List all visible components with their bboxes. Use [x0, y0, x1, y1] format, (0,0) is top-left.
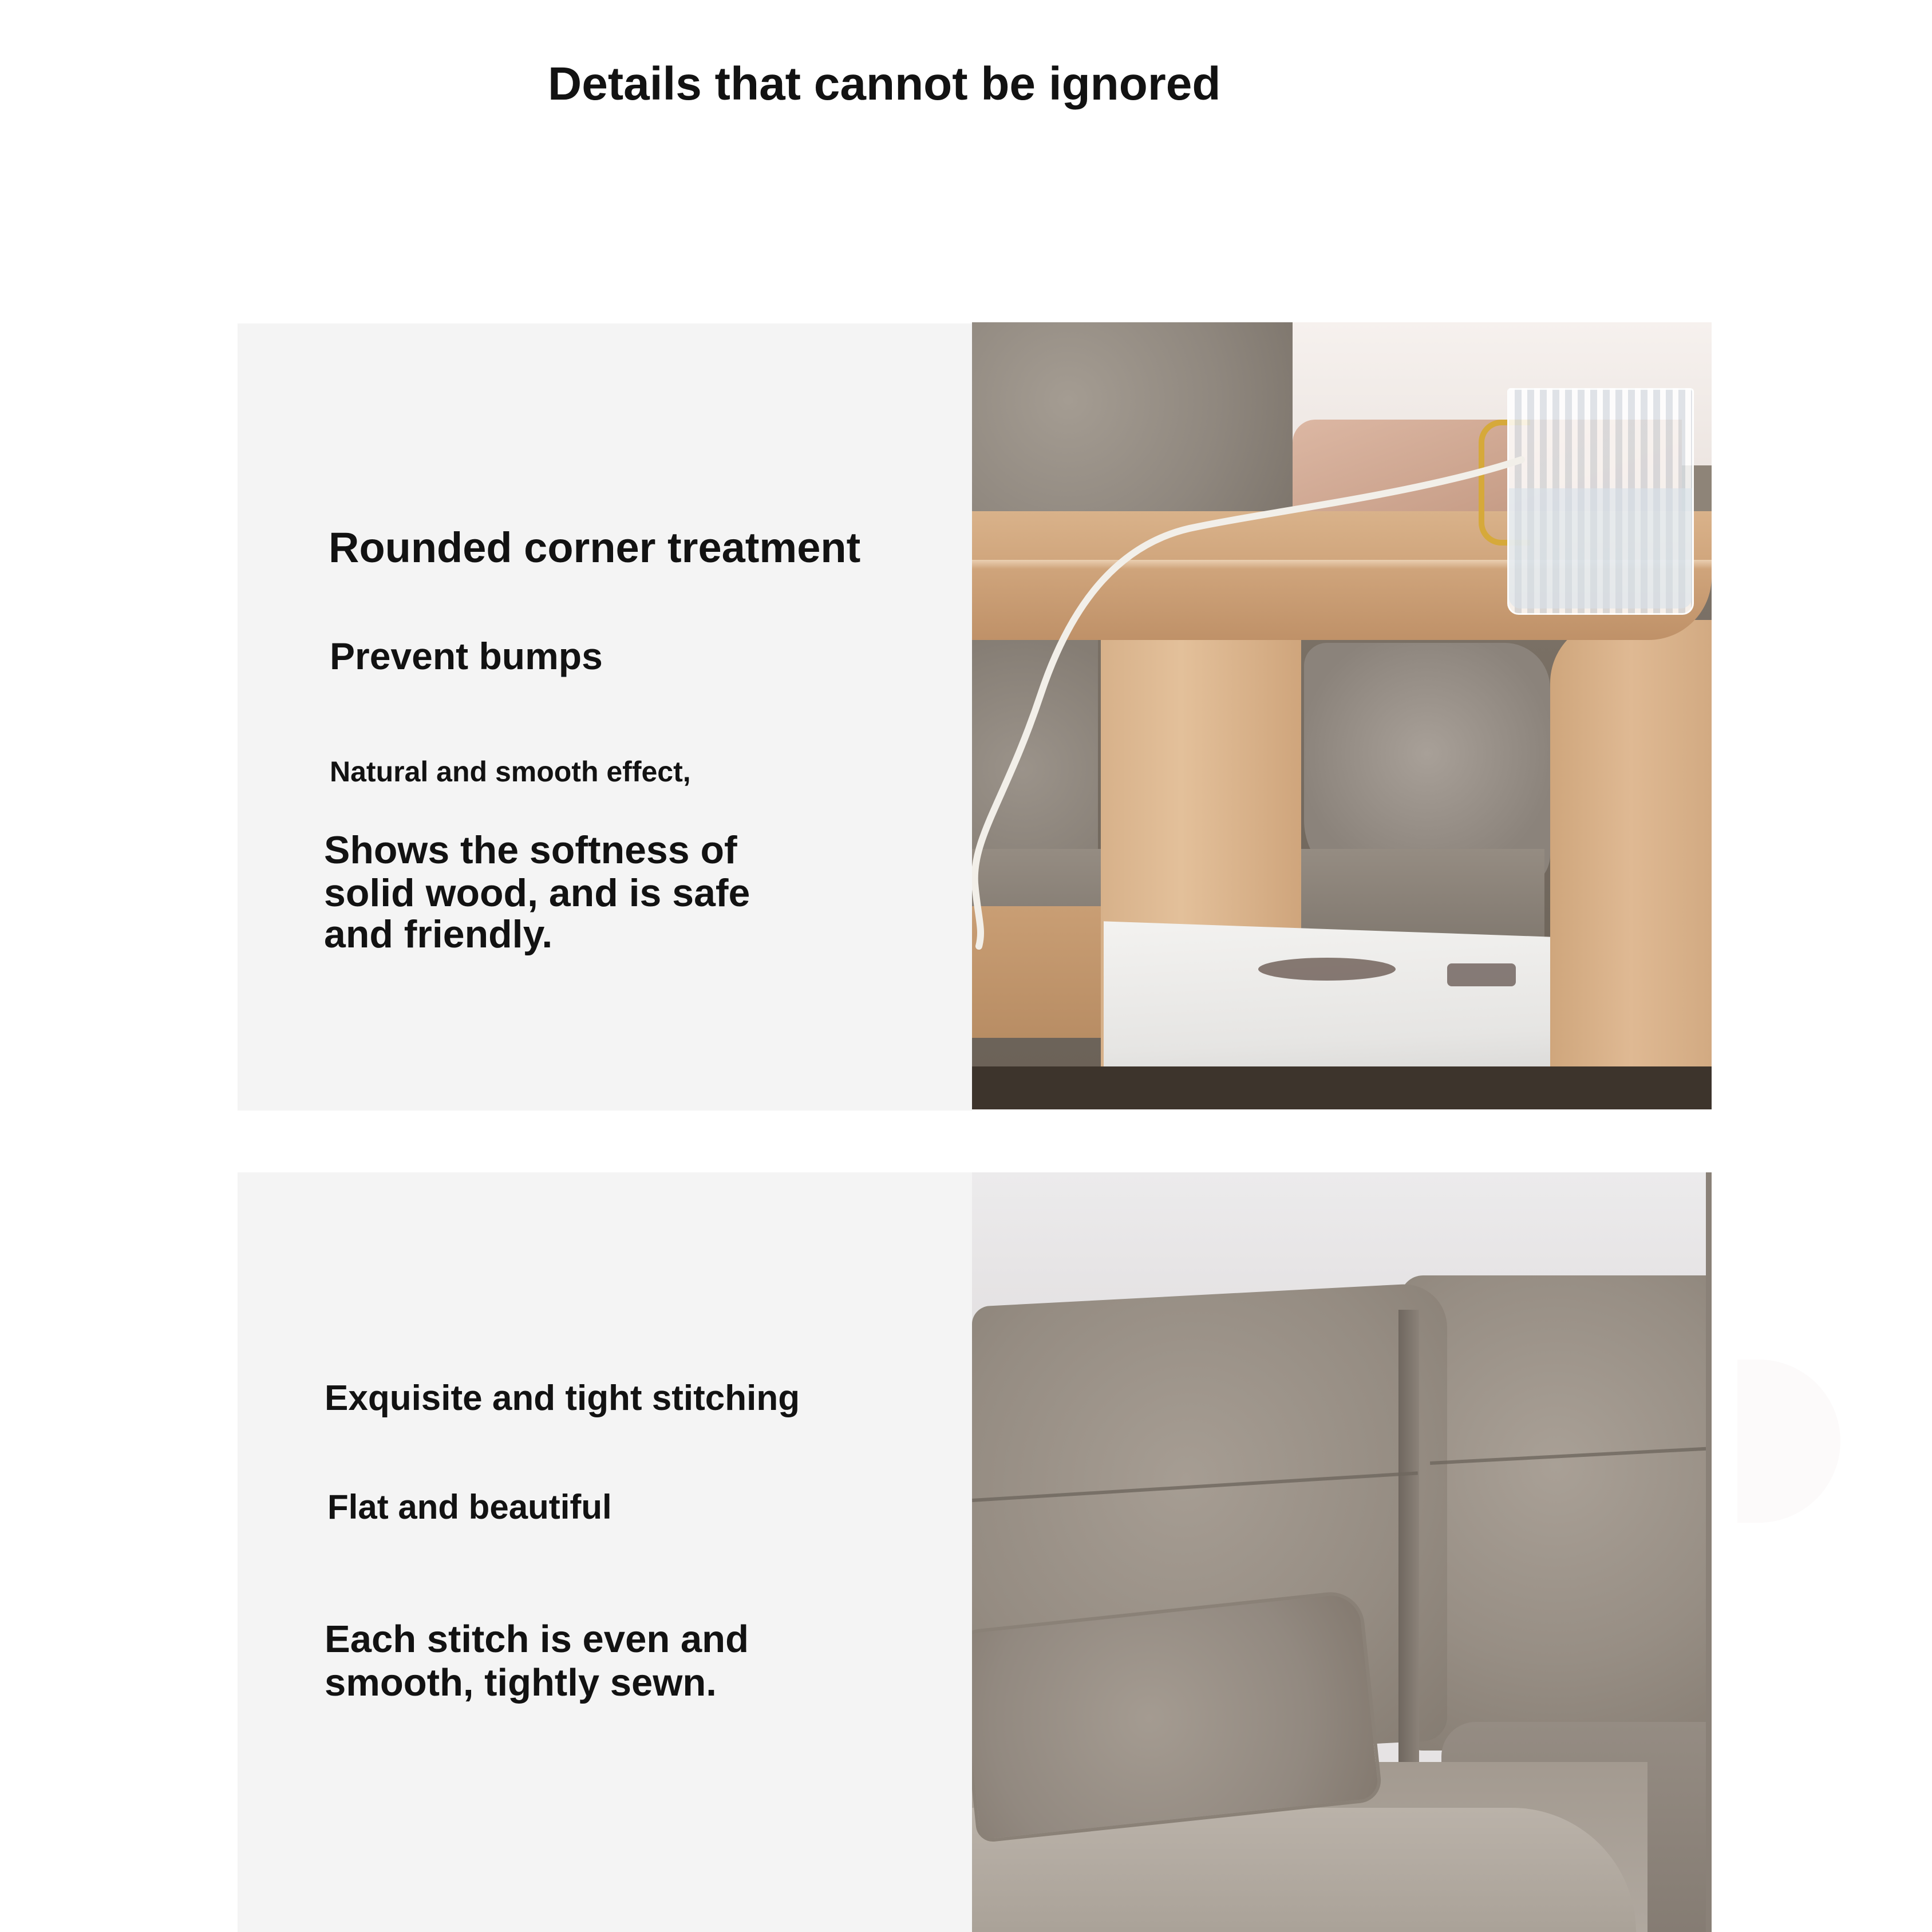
- decorative-half-circle: [1737, 1360, 1840, 1523]
- page-title: Details that cannot be ignored: [548, 58, 1221, 110]
- floor-shadow: [972, 1066, 1712, 1109]
- feature-heading: Rounded corner treatment: [329, 524, 861, 571]
- lumbar-pillow: [972, 1589, 1383, 1843]
- description-line: Shows the softness of: [324, 828, 737, 872]
- text-panel: [238, 323, 972, 1111]
- wooden-armrest-photo: [972, 322, 1712, 1109]
- sofa-arm-edge: [1706, 1172, 1712, 1932]
- feature-subheading: Prevent bumps: [330, 635, 603, 677]
- description-line: Each stitch is even and: [325, 1618, 749, 1661]
- cushion-gap: [1398, 1310, 1419, 1768]
- text-panel: [238, 1172, 972, 1932]
- feature-heading: Exquisite and tight stitching: [325, 1378, 800, 1418]
- sofa-stitching-photo: [972, 1172, 1712, 1932]
- feature-subheading: Flat and beautiful: [327, 1488, 612, 1526]
- description-line: solid wood, and is safe: [324, 871, 750, 915]
- white-cable: [972, 322, 1712, 1109]
- feature-caption: Natural and smooth effect,: [330, 756, 691, 788]
- description-line: and friendly.: [324, 912, 553, 956]
- description-line: smooth, tightly sewn.: [325, 1661, 717, 1704]
